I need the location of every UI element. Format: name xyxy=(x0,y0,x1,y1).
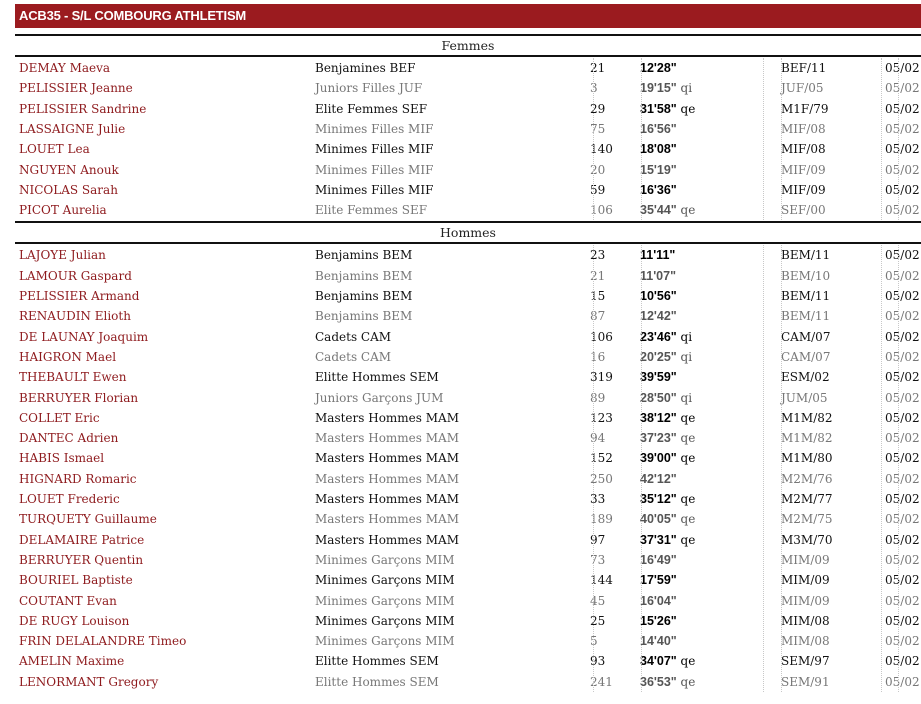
athlete-time: 17'59" xyxy=(640,573,677,588)
athlete-code: MIM/08 xyxy=(781,634,830,649)
athlete-rank: 319 xyxy=(590,370,613,385)
table-row xyxy=(15,388,921,408)
table-row xyxy=(15,347,921,367)
athlete-name: THEBAULT Ewen xyxy=(19,370,127,385)
athlete-time: 16'49" xyxy=(640,552,677,567)
athlete-time: 34'07" qe xyxy=(640,654,696,669)
athlete-code: MIM/09 xyxy=(781,593,830,608)
athlete-category: Masters Hommes MAM xyxy=(315,492,459,506)
athlete-name: COUTANT Evan xyxy=(19,593,117,608)
qualification-mark: qe xyxy=(676,512,696,527)
athlete-name: HIGNARD Romaric xyxy=(19,471,137,486)
race-date: 05/02 xyxy=(885,451,920,466)
athlete-name: DE LAUNAY Joaquim xyxy=(19,329,149,344)
race-date: 05/02 xyxy=(885,552,920,567)
athlete-name: DEMAY Maeva xyxy=(19,61,111,75)
section-title: Femmes xyxy=(441,38,495,53)
athlete-code: JUF/05 xyxy=(781,81,824,96)
athlete-code: MIF/08 xyxy=(781,121,826,136)
section-bottom-rule xyxy=(15,55,921,57)
race-date: 05/02 xyxy=(885,410,920,425)
table-row xyxy=(15,119,921,139)
athlete-time: 37'31" qe xyxy=(640,532,696,547)
race-date: 05/02 xyxy=(885,81,920,96)
column-divider xyxy=(641,58,642,220)
race-date: 05/02 xyxy=(885,512,920,527)
table-row xyxy=(15,672,921,692)
table-row xyxy=(15,367,921,387)
athlete-code: MIM/09 xyxy=(781,573,830,588)
athlete-category: Benjamins BEM xyxy=(315,248,413,263)
athlete-time: 20'25" qi xyxy=(640,349,693,364)
qualification-mark: qi xyxy=(676,329,693,344)
athlete-time: 11'11" xyxy=(640,248,676,263)
athlete-rank: 21 xyxy=(590,268,606,283)
athlete-rank: 29 xyxy=(590,101,606,116)
athlete-category: Masters Hommes MAM xyxy=(315,532,459,547)
race-date: 05/02 xyxy=(885,61,920,75)
table-row xyxy=(15,78,921,98)
athlete-name: NICOLAS Sarah xyxy=(19,182,118,197)
column-divider xyxy=(781,245,782,692)
race-date: 05/02 xyxy=(885,248,920,263)
athlete-name: LASSAIGNE Julie xyxy=(19,121,126,136)
athlete-time: 39'00" qe xyxy=(640,451,696,466)
athlete-name: BOURIEL Baptiste xyxy=(19,573,133,588)
race-date: 05/02 xyxy=(885,634,920,649)
athlete-category: Juniors Garçons JUM xyxy=(315,390,444,405)
qualification-mark: qe xyxy=(676,492,696,506)
athlete-time: 28'50" qi xyxy=(640,390,693,405)
athlete-code: M2M/77 xyxy=(781,492,833,506)
race-date: 05/02 xyxy=(885,121,920,136)
race-date: 05/02 xyxy=(885,268,920,283)
athlete-rank: 152 xyxy=(590,451,613,466)
table-row xyxy=(15,58,921,78)
athlete-category: Masters Hommes MAM xyxy=(315,512,459,527)
athlete-name: PICOT Aurelia xyxy=(19,203,107,218)
athlete-name: HAIGRON Mael xyxy=(19,349,117,364)
table-row xyxy=(15,139,921,159)
athlete-time: 31'58" qe xyxy=(640,101,696,116)
athlete-rank: 73 xyxy=(590,552,606,567)
athlete-rank: 33 xyxy=(590,492,606,506)
club-header: ACB35 - S/L COMBOURG ATHLETISM xyxy=(15,4,921,28)
race-date: 05/02 xyxy=(885,329,920,344)
athlete-rank: 5 xyxy=(590,634,598,649)
athlete-time: 12'42" xyxy=(640,309,677,324)
athlete-code: BEM/11 xyxy=(781,248,831,263)
athlete-code: SEM/91 xyxy=(781,674,830,689)
athlete-time: 15'26" xyxy=(640,613,677,628)
athlete-category: Juniors Filles JUF xyxy=(315,81,423,96)
athlete-category: Benjamins BEM xyxy=(315,289,413,303)
athlete-rank: 16 xyxy=(590,349,606,364)
athlete-rank: 75 xyxy=(590,121,606,136)
athlete-rank: 15 xyxy=(590,289,606,303)
race-date: 05/02 xyxy=(885,431,920,446)
athlete-time: 37'23" qe xyxy=(640,431,696,446)
table-row xyxy=(15,200,921,220)
athlete-rank: 23 xyxy=(590,248,606,263)
athlete-rank: 106 xyxy=(590,203,613,218)
athlete-rank: 59 xyxy=(590,182,606,197)
column-divider xyxy=(593,245,594,692)
athlete-category: Minimes Garçons MIM xyxy=(315,552,455,567)
athlete-code: MIM/08 xyxy=(781,613,830,628)
athlete-rank: 21 xyxy=(590,61,606,75)
column-divider xyxy=(898,58,899,220)
athlete-category: Minimes Garçons MIM xyxy=(315,573,455,588)
athlete-code: M3M/70 xyxy=(781,532,833,547)
race-date: 05/02 xyxy=(885,182,920,197)
athlete-category: Masters Hommes MAM xyxy=(315,431,459,446)
table-row xyxy=(15,327,921,347)
athlete-name: DE RUGY Louison xyxy=(19,613,130,628)
qualification-mark: qe xyxy=(676,101,696,116)
table-row xyxy=(15,530,921,550)
athlete-time: 35'12" qe xyxy=(640,492,696,506)
athlete-category: Cadets CAM xyxy=(315,349,392,364)
athlete-category: Elite Femmes SEF xyxy=(315,101,428,116)
athlete-code: M2M/75 xyxy=(781,512,833,527)
athlete-name: TURQUETY Guillaume xyxy=(19,512,157,527)
athlete-code: SEM/97 xyxy=(781,654,830,669)
athlete-category: Benjamines BEF xyxy=(315,61,416,75)
athlete-category: Benjamins BEM xyxy=(315,268,413,283)
athlete-name: COLLET Eric xyxy=(19,410,100,425)
athlete-category: Benjamins BEM xyxy=(315,309,413,324)
race-date: 05/02 xyxy=(885,613,920,628)
race-date: 05/02 xyxy=(885,203,920,218)
qualification-mark: qe xyxy=(676,203,696,218)
athlete-name: AMELIN Maxime xyxy=(19,654,125,669)
athlete-name: LAMOUR Gaspard xyxy=(19,268,132,283)
qualification-mark: qe xyxy=(676,431,696,446)
athlete-rank: 97 xyxy=(590,532,606,547)
athlete-rank: 87 xyxy=(590,309,606,324)
athlete-name: HABIS Ismael xyxy=(19,451,105,466)
athlete-category: Elite Femmes SEF xyxy=(315,203,428,218)
race-date: 05/02 xyxy=(885,674,920,689)
athlete-code: SEF/00 xyxy=(781,203,826,218)
athlete-time: 11'07" xyxy=(640,268,677,283)
athlete-time: 16'36" xyxy=(640,182,677,197)
qualification-mark: qi xyxy=(676,81,693,96)
athlete-code: MIF/09 xyxy=(781,162,826,177)
athlete-code: MIF/08 xyxy=(781,142,826,157)
athlete-rank: 45 xyxy=(590,593,606,608)
table-row xyxy=(15,428,921,448)
race-date: 05/02 xyxy=(885,142,920,157)
athlete-time: 40'05" qe xyxy=(640,512,696,527)
table-row xyxy=(15,408,921,428)
athlete-time: 14'40" xyxy=(640,634,677,649)
qualification-mark: qe xyxy=(676,654,696,669)
table-row xyxy=(15,448,921,468)
table-row xyxy=(15,286,921,306)
table-row xyxy=(15,550,921,570)
athlete-category: Elitte Hommes SEM xyxy=(315,654,439,669)
athlete-category: Minimes Filles MIF xyxy=(315,142,434,157)
race-date: 05/02 xyxy=(885,573,920,588)
column-divider xyxy=(763,58,764,220)
athlete-rank: 94 xyxy=(590,431,606,446)
race-date: 05/02 xyxy=(885,349,920,364)
athlete-name: PELISSIER Sandrine xyxy=(19,101,147,116)
athlete-rank: 89 xyxy=(590,390,606,405)
athlete-code: M1M/80 xyxy=(781,451,833,466)
athlete-time: 19'15" qi xyxy=(640,81,693,96)
section-title: Hommes xyxy=(440,225,496,241)
athlete-rank: 20 xyxy=(590,162,606,177)
athlete-time: 12'28" xyxy=(640,61,677,75)
athlete-category: Masters Hommes MAM xyxy=(315,451,459,466)
table-row xyxy=(15,266,921,286)
table-row xyxy=(15,245,921,265)
athlete-code: CAM/07 xyxy=(781,349,831,364)
section-bottom-rule xyxy=(15,242,921,244)
athlete-name: BERRUYER Quentin xyxy=(19,552,144,567)
athlete-category: Minimes Garçons MIM xyxy=(315,613,455,628)
table-row xyxy=(15,160,921,180)
qualification-mark: qe xyxy=(676,532,696,547)
athlete-time: 42'12" xyxy=(640,471,677,486)
athlete-time: 10'56" xyxy=(640,289,677,303)
race-date: 05/02 xyxy=(885,471,920,486)
athlete-category: Cadets CAM xyxy=(315,329,392,344)
athlete-code: BEM/11 xyxy=(781,289,831,303)
athlete-time: 18'08" xyxy=(640,142,677,157)
athlete-rank: 189 xyxy=(590,512,613,527)
column-divider xyxy=(881,58,882,220)
athlete-name: BERRUYER Florian xyxy=(19,390,139,405)
athlete-rank: 106 xyxy=(590,329,613,344)
table-row xyxy=(15,489,921,509)
athlete-time: 15'19" xyxy=(640,162,677,177)
athlete-category: Elitte Hommes SEM xyxy=(315,370,439,385)
athlete-code: BEF/11 xyxy=(781,61,827,75)
race-date: 05/02 xyxy=(885,390,920,405)
athlete-name: PELISSIER Jeanne xyxy=(19,81,133,96)
race-date: 05/02 xyxy=(885,289,920,303)
athlete-code: M2M/76 xyxy=(781,471,833,486)
athlete-name: DELAMAIRE Patrice xyxy=(19,532,145,547)
athlete-time: 38'12" qe xyxy=(640,410,696,425)
athlete-rank: 241 xyxy=(590,674,613,689)
race-date: 05/02 xyxy=(885,654,920,669)
table-row xyxy=(15,180,921,200)
column-divider xyxy=(593,58,594,220)
athlete-time: 16'04" xyxy=(640,593,677,608)
column-divider xyxy=(881,245,882,692)
athlete-code: BEM/11 xyxy=(781,309,831,324)
athlete-code: M1M/82 xyxy=(781,410,833,425)
qualification-mark: qi xyxy=(676,349,693,364)
race-date: 05/02 xyxy=(885,492,920,506)
athlete-code: MIF/09 xyxy=(781,182,826,197)
athlete-name: LOUET Frederic xyxy=(19,492,120,506)
athlete-code: M1M/82 xyxy=(781,431,833,446)
athlete-code: MIM/09 xyxy=(781,552,830,567)
table-row xyxy=(15,99,921,119)
table-row xyxy=(15,570,921,590)
athlete-rank: 250 xyxy=(590,471,613,486)
table-row xyxy=(15,631,921,651)
column-divider xyxy=(763,245,764,692)
athlete-time: 35'44" qe xyxy=(640,203,696,218)
athlete-name: LENORMANT Gregory xyxy=(19,674,159,689)
athlete-name: LOUET Lea xyxy=(19,142,90,157)
athlete-name: NGUYEN Anouk xyxy=(19,162,119,177)
athlete-name: LAJOYE Julian xyxy=(19,248,106,263)
athlete-rank: 144 xyxy=(590,573,613,588)
athlete-code: JUM/05 xyxy=(781,390,828,405)
athlete-rank: 93 xyxy=(590,654,606,669)
athlete-category: Minimes Filles MIF xyxy=(315,162,434,177)
athlete-rank: 123 xyxy=(590,410,613,425)
qualification-mark: qi xyxy=(676,390,693,405)
qualification-mark: qe xyxy=(676,674,696,689)
athlete-code: M1F/79 xyxy=(781,101,829,116)
athlete-time: 36'53" qe xyxy=(640,674,696,689)
athlete-time: 23'46" qi xyxy=(640,329,693,344)
table-row xyxy=(15,611,921,631)
race-date: 05/02 xyxy=(885,593,920,608)
athlete-name: FRIN DELALANDRE Timeo xyxy=(19,634,187,649)
race-date: 05/02 xyxy=(885,162,920,177)
qualification-mark: qe xyxy=(676,451,696,466)
column-divider xyxy=(898,245,899,692)
athlete-time: 16'56" xyxy=(640,121,677,136)
athlete-time: 39'59" xyxy=(640,370,677,385)
table-row xyxy=(15,651,921,671)
athlete-code: CAM/07 xyxy=(781,329,831,344)
athlete-category: Minimes Garçons MIM xyxy=(315,634,455,649)
athlete-category: Minimes Filles MIF xyxy=(315,182,434,197)
athlete-category: Masters Hommes MAM xyxy=(315,471,459,486)
race-date: 05/02 xyxy=(885,532,920,547)
qualification-mark: qe xyxy=(676,410,696,425)
athlete-name: PELISSIER Armand xyxy=(19,289,140,303)
athlete-name: DANTEC Adrien xyxy=(19,431,119,446)
athlete-category: Minimes Garçons MIM xyxy=(315,593,455,608)
athlete-rank: 25 xyxy=(590,613,606,628)
athlete-name: RENAUDIN Elioth xyxy=(19,309,131,324)
athlete-rank: 140 xyxy=(590,142,613,157)
race-date: 05/02 xyxy=(885,370,920,385)
column-divider xyxy=(641,245,642,692)
athlete-rank: 3 xyxy=(590,81,598,96)
athlete-category: Masters Hommes MAM xyxy=(315,410,459,425)
athlete-code: ESM/02 xyxy=(781,370,830,385)
athlete-code: BEM/10 xyxy=(781,268,831,283)
table-row xyxy=(15,469,921,489)
table-row xyxy=(15,306,921,326)
race-date: 05/02 xyxy=(885,309,920,324)
table-row xyxy=(15,509,921,529)
athlete-category: Elitte Hommes SEM xyxy=(315,674,439,689)
race-date: 05/02 xyxy=(885,101,920,116)
athlete-category: Minimes Filles MIF xyxy=(315,121,434,136)
column-divider xyxy=(781,58,782,220)
table-row xyxy=(15,591,921,611)
